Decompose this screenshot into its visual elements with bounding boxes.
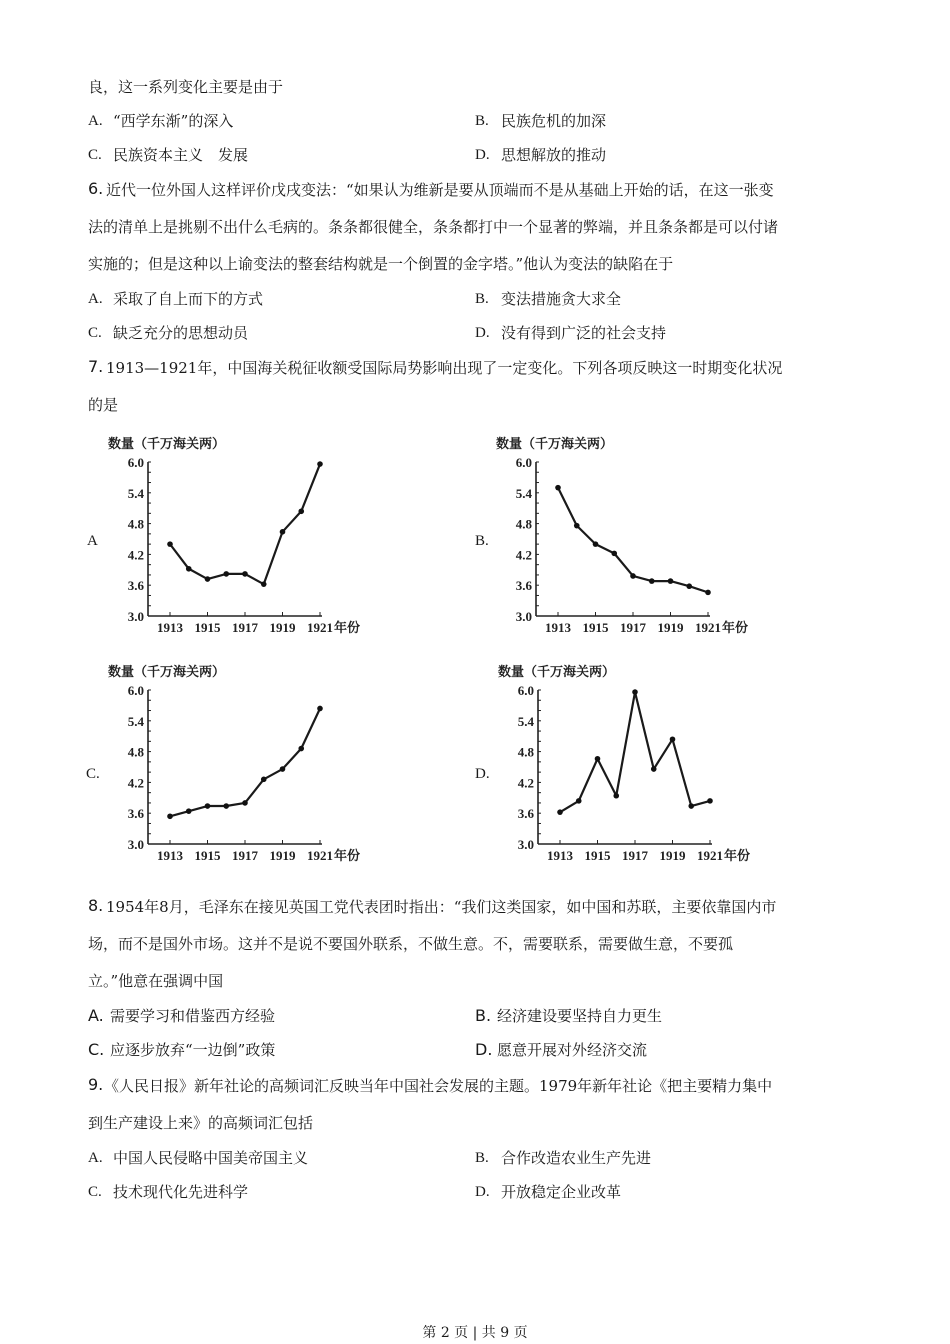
y-tick-label: 6.0 <box>127 455 144 470</box>
q5-option-d: 思想解放的推动 <box>501 146 607 164</box>
q6-option-d-letter: D. <box>475 325 490 341</box>
chart-option-b <box>468 432 768 637</box>
x-axis-label: 年份 <box>722 620 749 635</box>
data-point <box>613 793 619 799</box>
chart-title: 数量（千万海关两） <box>108 436 226 451</box>
data-point <box>261 581 267 587</box>
data-point <box>593 541 599 547</box>
y-tick-label: 3.6 <box>127 806 144 822</box>
q9-option-b: 合作改造农业生产先进 <box>501 1149 652 1167</box>
data-point <box>223 571 229 577</box>
data-point <box>649 578 655 584</box>
y-tick-label: 6.0 <box>517 683 534 698</box>
data-point <box>205 576 211 582</box>
q9-option-d: 开放稳定企业改革 <box>501 1183 622 1201</box>
q8-option-d: 愿意开展对外经济交流 <box>497 1041 648 1059</box>
y-tick-label: 3.0 <box>127 609 144 624</box>
chart-option-a <box>80 432 380 637</box>
q7-line-1: 1913—1921年，中国海关税征收额受国际局势影响出现了一定变化。下列各项反映这一时期变化状况 <box>106 359 783 377</box>
q8-number: 8. <box>88 896 104 915</box>
x-tick-label: 1913 <box>157 620 183 635</box>
q9-option-c: 技术现代化先进科学 <box>113 1183 249 1201</box>
q9-option-a: 中国人民侵略中国美帝国主义 <box>113 1149 309 1167</box>
x-tick-label: 1915 <box>194 848 221 863</box>
q9-option-b-letter: B. <box>475 1150 489 1166</box>
q5-option-a: “西学东渐”的深入 <box>113 112 234 130</box>
data-point <box>280 766 286 772</box>
data-point <box>688 803 694 809</box>
data-point <box>298 508 304 514</box>
y-tick-label: 4.2 <box>515 547 532 563</box>
y-tick-label: 3.6 <box>515 578 532 594</box>
q6-option-b-letter: B. <box>475 291 489 307</box>
series-line <box>560 692 710 812</box>
q5-option-a-letter: A. <box>88 113 103 129</box>
x-tick-label: 1913 <box>545 620 571 635</box>
data-point <box>167 813 173 819</box>
q9-line-2: 到生产建设上来》的高频词汇包括 <box>88 1114 314 1132</box>
q9-option-c-letter: C. <box>88 1184 102 1200</box>
q8-option-b: 经济建设要坚持自力更生 <box>497 1007 663 1025</box>
data-point <box>630 573 636 579</box>
chart-option-d <box>470 660 770 865</box>
q8-option-c: 应逐步放弃“一边倒”政策 <box>110 1041 276 1059</box>
data-point <box>280 529 286 535</box>
y-tick-label: 5.4 <box>127 713 144 729</box>
data-point <box>705 590 711 596</box>
x-tick-label: 1913 <box>547 848 573 863</box>
x-tick-label: 1919 <box>659 848 686 863</box>
series-line <box>170 708 320 816</box>
chart-b-option-label: B. <box>475 533 489 549</box>
q8-option-d-letter: D. <box>475 1040 493 1059</box>
x-tick-label: 1921 <box>307 848 333 863</box>
q8-line-2: 场，而不是国外市场。这并不是说不要国外联系，不做生意。不，需要联系，需要做生意，不要孤 <box>88 935 734 953</box>
q9-line-1: 《人民日报》新年社论的高频词汇反映当年中国社会发展的主题。1979年新年社论《把主要精力集中 <box>104 1077 773 1095</box>
x-tick-label: 1913 <box>157 848 183 863</box>
data-point <box>668 578 674 584</box>
data-point <box>574 523 580 529</box>
y-tick-label: 5.4 <box>127 485 144 501</box>
y-tick-label: 6.0 <box>515 455 532 470</box>
q6-option-a-letter: A. <box>88 291 103 307</box>
x-axis-label: 年份 <box>724 848 751 863</box>
x-tick-label: 1917 <box>620 620 646 635</box>
q7-line-2: 的是 <box>88 396 119 414</box>
x-axis-label: 年份 <box>334 620 361 635</box>
q8-line-3: 立。”他意在强调中国 <box>88 972 224 990</box>
y-tick-label: 4.2 <box>127 775 144 791</box>
q6-option-c: 缺乏充分的思想动员 <box>113 324 249 342</box>
x-tick-label: 1919 <box>269 620 296 635</box>
x-tick-label: 1919 <box>657 620 684 635</box>
y-tick-label: 3.6 <box>127 578 144 594</box>
q5-option-d-letter: D. <box>475 147 490 163</box>
q5-option-b: 民族危机的加深 <box>501 112 607 130</box>
data-point <box>632 689 638 695</box>
y-tick-label: 6.0 <box>127 683 144 698</box>
chart-option-c <box>80 660 380 865</box>
x-tick-label: 1921 <box>695 620 721 635</box>
x-tick-label: 1921 <box>307 620 333 635</box>
q8-line-1: 1954年8月，毛泽东在接见英国工党代表团时指出：“我们这类国家，如中国和苏联，主要依靠国内市 <box>106 898 777 916</box>
y-tick-label: 4.8 <box>515 516 532 532</box>
y-tick-label: 4.8 <box>517 744 534 760</box>
data-point <box>595 756 601 762</box>
x-tick-label: 1915 <box>584 848 611 863</box>
x-tick-label: 1915 <box>582 620 609 635</box>
x-tick-label: 1917 <box>622 848 648 863</box>
q8-option-b-letter: B. <box>475 1006 492 1025</box>
chart-a-option-label: A <box>87 533 98 549</box>
data-point <box>555 485 561 491</box>
page-footer: 第 2 页 | 共 9 页 <box>422 1325 528 1341</box>
data-point <box>186 808 192 814</box>
y-tick-label: 4.8 <box>127 516 144 532</box>
chart-title: 数量（千万海关两） <box>496 436 614 451</box>
y-tick-label: 4.2 <box>517 775 534 791</box>
q7-number: 7. <box>88 357 104 376</box>
data-point <box>186 566 192 572</box>
q5-stem: 良，这一系列变化主要是由于 <box>88 78 284 96</box>
q6-line-1: 近代一位外国人这样评价戊戌变法：“如果认为维新是要从顶端而不是从基础上开始的话，在这一张变 <box>106 181 774 199</box>
y-tick-label: 3.0 <box>517 837 534 852</box>
x-tick-label: 1917 <box>232 848 258 863</box>
x-tick-label: 1921 <box>697 848 723 863</box>
q6-option-b: 变法措施贪大求全 <box>501 290 622 308</box>
q5-option-b-letter: B. <box>475 113 489 129</box>
q9-number: 9. <box>88 1075 104 1094</box>
q8-option-a: 需要学习和借鉴西方经验 <box>110 1007 276 1025</box>
data-point <box>707 798 713 804</box>
chart-title: 数量（千万海关两） <box>498 664 616 679</box>
data-point <box>317 706 323 712</box>
q8-option-c-letter: C. <box>88 1040 105 1059</box>
y-tick-label: 4.2 <box>127 547 144 563</box>
data-point <box>557 809 563 815</box>
data-point <box>167 541 173 547</box>
q6-option-d: 没有得到广泛的社会支持 <box>501 324 667 342</box>
y-tick-label: 5.4 <box>515 485 532 501</box>
q6-line-3: 实施的；但是这种以上谕变法的整套结构就是一个倒置的金字塔。”他认为变法的缺陷在于 <box>88 255 674 273</box>
chart-title: 数量（千万海关两） <box>108 664 226 679</box>
q6-option-c-letter: C. <box>88 325 102 341</box>
chart-c-option-label: C. <box>86 766 100 782</box>
data-point <box>670 736 676 742</box>
data-point <box>611 551 617 557</box>
q5-option-c-letter: C. <box>88 147 102 163</box>
data-point <box>651 766 657 772</box>
data-point <box>317 461 323 467</box>
x-axis-label: 年份 <box>334 848 361 863</box>
data-point <box>686 583 692 589</box>
data-point <box>242 571 248 577</box>
data-point <box>223 803 229 809</box>
x-tick-label: 1917 <box>232 620 258 635</box>
q5-option-c: 民族资本主义 发展 <box>113 146 249 164</box>
x-tick-label: 1919 <box>269 848 296 863</box>
q9-option-a-letter: A. <box>88 1150 103 1166</box>
data-point <box>242 800 248 806</box>
data-point <box>261 777 267 783</box>
y-tick-label: 4.8 <box>127 744 144 760</box>
q8-option-a-letter: A. <box>88 1006 104 1025</box>
series-line <box>170 464 320 584</box>
y-tick-label: 3.0 <box>127 837 144 852</box>
x-tick-label: 1915 <box>194 620 221 635</box>
chart-d-option-label: D. <box>475 766 490 782</box>
q9-option-d-letter: D. <box>475 1184 490 1200</box>
y-tick-label: 5.4 <box>517 713 534 729</box>
q6-number: 6. <box>88 179 104 198</box>
y-tick-label: 3.6 <box>517 806 534 822</box>
y-tick-label: 3.0 <box>515 609 532 624</box>
q6-line-2: 法的清单上是挑剔不出什么毛病的。条条都很健全，条条都打中一个显著的弊端，并且条条都是可以付诸 <box>88 218 779 236</box>
data-point <box>576 798 582 804</box>
data-point <box>298 746 304 752</box>
data-point <box>205 803 211 809</box>
q6-option-a: 采取了自上而下的方式 <box>113 290 264 308</box>
